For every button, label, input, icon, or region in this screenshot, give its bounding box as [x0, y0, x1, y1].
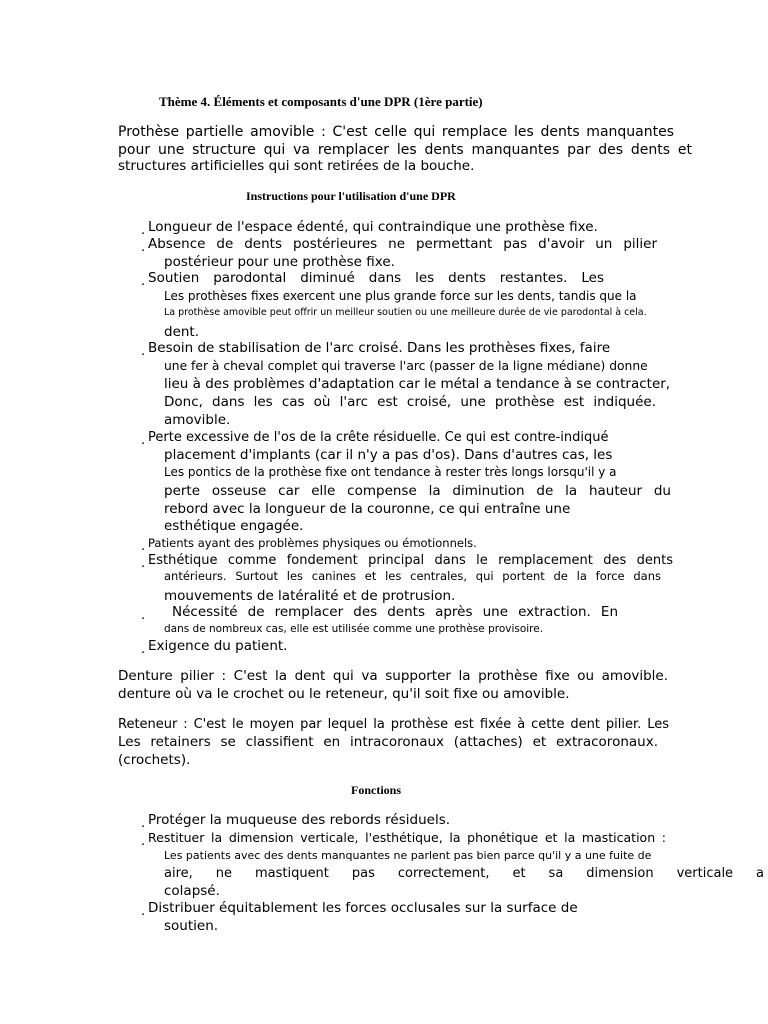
section-heading: Fonctions [351, 783, 402, 797]
bullet-marker: . [141, 433, 146, 448]
list-item-continuation: dans de nombreux cas, elle est utilisée comme une prothèse provisoire. [164, 623, 544, 635]
list-item: Distribuer équitablement les forces occlusales sur la surface de [148, 900, 578, 916]
list-item: Protéger la muqueuse des rebords résiduels. [148, 812, 451, 828]
list-item: Restituer la dimension verticale, l'esthétique, la phonétique et la mastication : [148, 830, 666, 845]
definition-line: Prothèse partielle amovible : C'est celle qui remplace les dents manquantes [118, 124, 674, 140]
list-item-continuation: perte osseuse car elle compense la diminution de la hauteur du [164, 483, 671, 499]
list-item: Nécessité de remplacer des dents après une extraction. En [172, 604, 618, 620]
denture-pilier-line: denture où va le crochet ou le reteneur, qu'il soit fixe ou amovible. [118, 686, 570, 702]
list-item-continuation: esthétique engagée. [164, 518, 304, 534]
list-item: Longueur de l'espace édenté, qui contraindique une prothèse fixe. [148, 219, 598, 235]
bullet-marker: . [141, 904, 146, 919]
bullet-marker: . [141, 608, 146, 623]
list-item-continuation: dent. [164, 324, 200, 340]
bullet-marker: . [141, 642, 146, 657]
list-item-continuation: antérieurs. Surtout les canines et les centrales, qui portent de la force dans [164, 569, 661, 583]
list-item-continuation: rebord avec la longueur de la couronne, ce qui entraîne une [164, 501, 571, 517]
bullet-marker: . [141, 834, 146, 849]
list-item: Besoin de stabilisation de l'arc croisé. Dans les prothèses fixes, faire [148, 340, 611, 356]
bullet-marker: . [141, 344, 146, 359]
list-item: Esthétique comme fondement principal dans le remplacement des dents [148, 553, 673, 568]
bullet-marker: . [141, 223, 146, 238]
list-item-continuation: soutien. [164, 918, 219, 934]
reteneur-line: Les retainers se classifient en intracoronaux (attaches) et extracoronaux. [118, 734, 658, 750]
bullet-marker: . [141, 274, 146, 289]
bullet-marker: . [141, 539, 146, 554]
bullet-marker: . [141, 816, 146, 831]
section-heading: Instructions pour l'utilisation d'une DPR [246, 189, 456, 203]
list-item-continuation: Les pontics de la prothèse fixe ont tendance à rester très longs lorsqu'il y a [164, 465, 617, 479]
list-item-continuation: placement d'implants (car il n'y a pas d'os). Dans d'autres cas, les [164, 447, 613, 463]
list-item: Perte excessive de l'os de la crête résiduelle. Ce qui est contre-indiqué [148, 430, 609, 445]
reteneur-line: Reteneur : C'est le moyen par lequel la prothèse est fixée à cette dent pilier. Les [118, 717, 669, 732]
list-item-continuation: amovible. [164, 412, 231, 428]
page-title: Thème 4. Éléments et composants d'une DPR (1ère partie) [159, 94, 483, 109]
list-item: Absence de dents postérieures ne permettant pas d'avoir un pilier [148, 236, 657, 252]
bullet-marker: . [141, 556, 146, 571]
list-item-continuation: aire, ne mastiquent pas correctement, et sa dimension verticale a [164, 866, 764, 881]
list-item-continuation: une fer à cheval complet qui traverse l'arc (passer de la ligne médiane) donne [164, 359, 648, 373]
bullet-marker: . [141, 240, 146, 255]
list-item: Patients ayant des problèmes physiques ou émotionnels. [148, 536, 477, 550]
list-item: Exigence du patient. [148, 638, 288, 654]
list-item-continuation: postérieur pour une prothèse fixe. [164, 254, 395, 270]
list-item: Soutien parodontal diminué dans les dents restantes. Les [148, 270, 604, 286]
list-item-continuation: colapsé. [164, 883, 220, 899]
definition-line: structures artificielles qui sont retirées de la bouche. [118, 158, 475, 174]
denture-pilier-line: Denture pilier : C'est la dent qui va supporter la prothèse fixe ou amovible. [118, 668, 668, 684]
list-item-continuation: mouvements de latéralité et de protrusion. [164, 588, 456, 604]
list-item-continuation: Donc, dans les cas où l'arc est croisé, une prothèse est indiquée. [164, 394, 656, 410]
list-item-continuation: Les prothèses fixes exercent une plus grande force sur les dents, tandis que la [164, 289, 637, 303]
list-item-continuation: La prothèse amovible peut offrir un meilleur soutien ou une meilleure durée de vie parodontal à cela. [164, 307, 647, 318]
list-item-continuation: Les patients avec des dents manquantes ne parlent pas bien parce qu'il y a une fuite de [164, 849, 652, 862]
definition-line: pour une structure qui va remplacer les dents manquantes par des dents et [118, 142, 692, 158]
list-item-continuation: lieu à des problèmes d'adaptation car le métal a tendance à se contracter, [164, 376, 671, 392]
reteneur-line: (crochets). [118, 752, 191, 768]
